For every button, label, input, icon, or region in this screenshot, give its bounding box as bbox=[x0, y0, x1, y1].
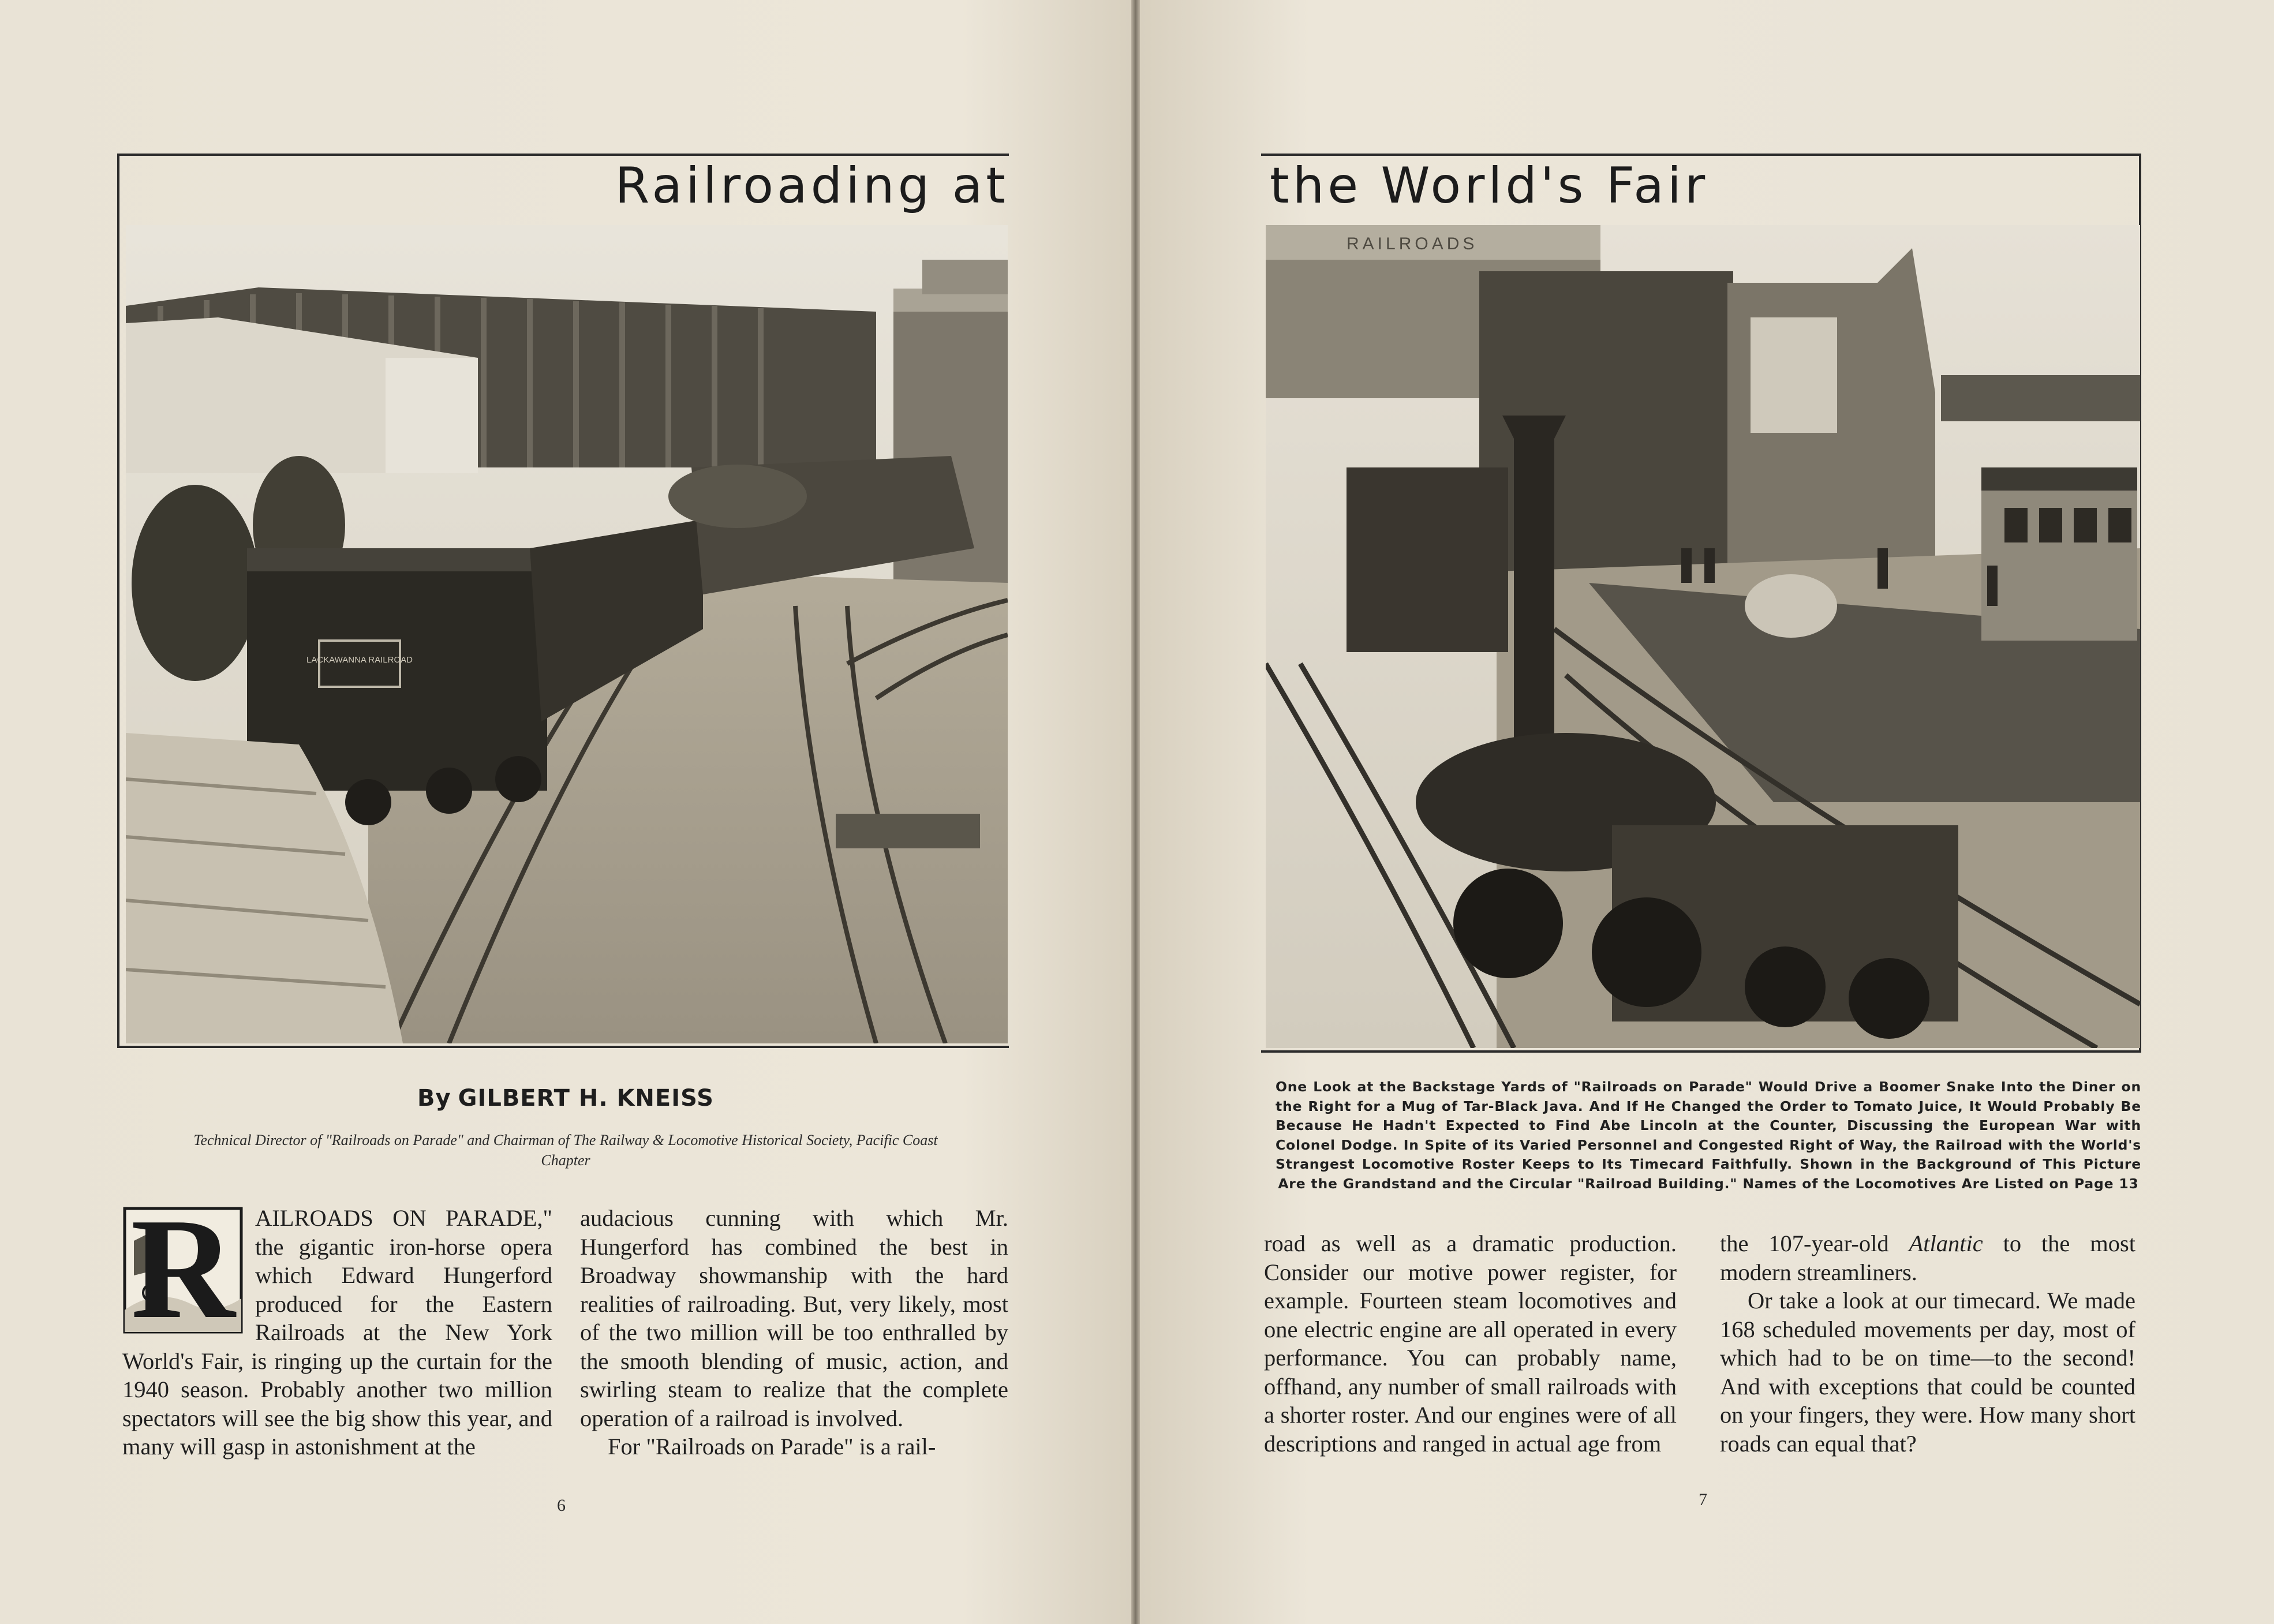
photo-frame-bottom-right bbox=[1261, 1050, 2141, 1053]
article-column-1 bbox=[122, 1189, 552, 1461]
article-paragraph-4: road as well as a dramatic production. Consider our motive power register, for example. Fourteen steam locomotives and one electric engine are all operated in every performance. You can probably name, offhand, any number of small railroads with a shorter roster. And our engines were of all descriptions and ranged in actual age from bbox=[1264, 1230, 1677, 1457]
drop-cap bbox=[122, 1189, 244, 1349]
tender-lettering: LACKAWANNA RAILROAD bbox=[306, 655, 413, 665]
paragraph-5-text-start: the 107-year-old bbox=[1720, 1230, 1909, 1256]
article-column-2 bbox=[580, 1204, 1008, 1461]
photo-lackawanna-locomotive bbox=[126, 225, 1008, 1043]
byline-prefix: By bbox=[417, 1085, 451, 1112]
right-page bbox=[1140, 0, 2274, 1624]
photo-frame-top-left bbox=[117, 154, 1009, 156]
page-number-right: 7 bbox=[1699, 1490, 1707, 1509]
photo-lackawanna-illustration bbox=[126, 225, 1008, 1043]
article-paragraph-1: AILROADS ON PARADE," the gigantic iron-horse opera which Edward Hungerford produced for the Eastern Railroads at the New York World's Fair, is ringing up the curtain for the 1940 season. Probably another two million spectators will see the big show this year, and many will gasp in astonishment at the bbox=[122, 1205, 552, 1460]
photo-backstage-illustration bbox=[1266, 225, 2140, 1048]
photo-caption: One Look at the Backstage Yards of "Railroads on Parade" Would Drive a Boomer Snake Into the Diner on the Right for a Mug of Tar-Black Java. And If He Changed the Order to Tomato Juice, It Would Probably Be Because He Hadn't Expected to Find Abe Lincoln at the Counter, Discussing the European War with Colonel Dodge. In Spite of its Varied Personnel and Congested Right of Way, the Railroad with the World's Strangest Locomotive Roster Keeps to Its Timecard Faithfully. Shown in the Background of This Picture Are the Grandstand and the Circular "Railroad Building." Names of the Locomotives Are Listed on Page 13 bbox=[1276, 1079, 2141, 1192]
photo-frame-side-left bbox=[117, 154, 119, 1048]
paragraph-5-text-end: to the most modern streamliners. bbox=[1720, 1230, 2135, 1285]
article-column-3 bbox=[1264, 1229, 1677, 1458]
page-number-left: 6 bbox=[557, 1496, 566, 1515]
article-paragraph-6: Or take a look at our timecard. We made 168 scheduled movements per day, most of which had to be on time—to the second! And with exceptions that could be counted on your fingers, they were. How many short roads can equal that? bbox=[1720, 1288, 2135, 1457]
binding-gutter bbox=[1131, 0, 1140, 1624]
photo-frame-top-right bbox=[1261, 154, 2141, 156]
author-affiliation: Technical Director of "Railroads on Parade" and Chairman of The Railway & Locomotive Historical Society, Pacific Coast Chapter bbox=[193, 1132, 938, 1169]
photo-frame-bottom-left bbox=[117, 1046, 1009, 1048]
drop-cap-letter: R bbox=[130, 1189, 235, 1349]
article-paragraph-5 bbox=[1720, 1229, 2135, 1286]
left-page bbox=[0, 0, 1131, 1624]
article-column-4 bbox=[1720, 1229, 2135, 1458]
article-paragraph-2: audacious cunning with which Mr. Hungerford has combined the best in Broadway showmanship with the hard realities of railroading. But, very likely, most of the two million will be too enthralled by the smooth blending of music, action, and swirling steam to realize that the complete operation of a railroad is involved. bbox=[580, 1205, 1008, 1431]
article-paragraph-3: For "Railroads on Parade" is a rail- bbox=[608, 1434, 936, 1460]
author-name: GILBERT H. KNEISS bbox=[458, 1085, 714, 1112]
spread-title-right: the World's Fair bbox=[1270, 157, 1709, 215]
byline bbox=[118, 1085, 1013, 1112]
locomotive-name-atlantic: Atlantic bbox=[1909, 1230, 1983, 1256]
building-sign: RAILROADS bbox=[1347, 234, 1478, 253]
spread-title-left: Railroading at bbox=[615, 157, 1009, 215]
photo-backstage-yards bbox=[1266, 225, 2140, 1048]
